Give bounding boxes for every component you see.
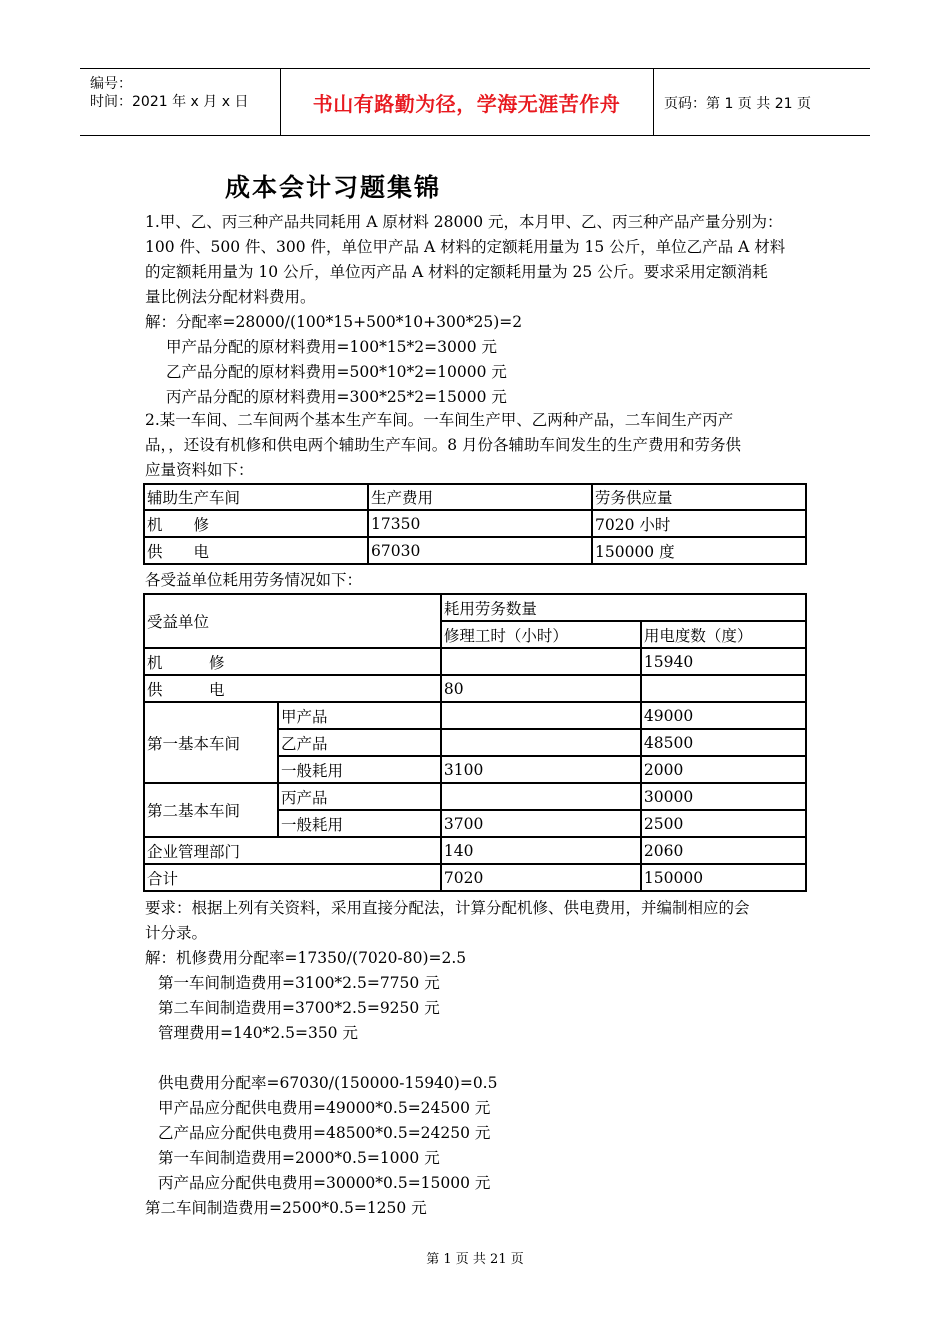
page-info: 页码：第 1 页 共 21 页: [664, 96, 811, 112]
solution-line: 解：机修费用分配率=17350/(7020-80)=2.5: [145, 949, 467, 967]
table-cell: 甲产品: [278, 702, 441, 729]
table-cell: 2000: [641, 756, 806, 783]
solution-line: 乙产品应分配供电费用=48500*0.5=24250 元: [158, 1124, 491, 1142]
table-cell: [641, 675, 806, 702]
code-label: 编号：: [90, 76, 132, 92]
solution-line: 丙产品应分配供电费用=30000*0.5=15000 元: [158, 1174, 491, 1192]
q2-line: 2.某一车间、二车间两个基本生产车间。一车间生产甲、乙两种产品，二车间生产丙产: [145, 411, 734, 429]
table-cell: 一般耗用: [278, 756, 441, 783]
table-cell: 供 电: [144, 537, 368, 564]
q1-line: 的定额耗用量为 10 公斤，单位丙产品 A 材料的定额耗用量为 25 公斤。要求采用定额消耗: [145, 263, 768, 281]
table-cell: 企业管理部门: [144, 837, 441, 864]
table-header-row: [144, 484, 806, 510]
table-total-row: [144, 864, 806, 891]
table-row: [144, 702, 806, 729]
table-cell: 30000: [641, 783, 806, 810]
q2-line: 应量资料如下：: [145, 461, 254, 479]
document-title: 成本会计习题集锦: [225, 173, 442, 202]
table-header-cell: 用电度数（度）: [641, 621, 806, 648]
table-cell: 2500: [641, 810, 806, 837]
q1-answer-line: 丙产品分配的原材料费用=300*25*2=15000 元: [166, 388, 507, 406]
table-row: [144, 510, 806, 537]
table-header-cell: 劳务供应量: [592, 484, 806, 510]
table-header-cell: 修理工时（小时）: [441, 621, 641, 648]
header-meta-cell: [80, 69, 281, 135]
solution-line: 第二车间制造费用=2500*0.5=1250 元: [145, 1199, 427, 1217]
table-cell: 67030: [368, 537, 592, 564]
table-cell: 140: [441, 837, 641, 864]
service-usage-table: [143, 593, 807, 892]
table-row: [144, 537, 806, 564]
table-cell: 150000: [641, 864, 806, 891]
table-row: [144, 783, 806, 810]
table-row: [144, 837, 806, 864]
table-cell: 3700: [441, 810, 641, 837]
solution-line: 第二车间制造费用=3700*2.5=9250 元: [158, 999, 440, 1017]
q2-requirement-line: 计分录。: [145, 924, 208, 942]
table-cell: 供 电: [144, 675, 441, 702]
table-cell: [441, 702, 641, 729]
table-cell: 2060: [641, 837, 806, 864]
q1-answer-line: 乙产品分配的原材料费用=500*10*2=10000 元: [166, 363, 507, 381]
q1-answer-line: 解：分配率=28000/(100*15+500*10+300*25)=2: [145, 313, 523, 331]
table-cell: 第二基本车间: [144, 783, 278, 837]
table-cell: 150000 度: [592, 537, 806, 564]
table-cell: [441, 729, 641, 756]
solution-line: 第一车间制造费用=3100*2.5=7750 元: [158, 974, 440, 992]
table-header-cell: 生产费用: [368, 484, 592, 510]
table-cell: [441, 648, 641, 675]
q1-line: 量比例法分配材料费用。: [145, 288, 316, 306]
date-label: 时间：2021 年 x 月 x 日: [90, 94, 249, 110]
table-cell: 第一基本车间: [144, 702, 278, 783]
q2-line: 品，，还设有机修和供电两个辅助生产车间。8 月份各辅助车间发生的生产费用和劳务供: [145, 436, 742, 454]
page-footer: 第 1 页 共 21 页: [426, 1252, 524, 1267]
table-cell: 80: [441, 675, 641, 702]
table-header-row: [144, 594, 806, 621]
table-row: [144, 675, 806, 702]
page-header: [80, 68, 870, 136]
table-cell: 48500: [641, 729, 806, 756]
table-cell: [441, 783, 641, 810]
solution-line: 第一车间制造费用=2000*0.5=1000 元: [158, 1149, 440, 1167]
solution-line: 供电费用分配率=67030/(150000-15940)=0.5: [158, 1074, 498, 1092]
motto: 书山有路勤为径，学海无涯苦作舟: [280, 69, 654, 135]
table2-caption: 各受益单位耗用劳务情况如下：: [145, 571, 363, 589]
table-cell: 一般耗用: [278, 810, 441, 837]
solution-line: 甲产品应分配供电费用=49000*0.5=24500 元: [158, 1099, 491, 1117]
table-header-cell: 受益单位: [144, 594, 441, 648]
table-row: [144, 648, 806, 675]
q1-line: 1.甲、乙、丙三种产品共同耗用 A 原材料 28000 元，本月甲、乙、丙三种产品产量分别为：: [145, 213, 783, 231]
table-cell: 机 修: [144, 648, 441, 675]
table-cell: 丙产品: [278, 783, 441, 810]
table-cell: 7020 小时: [592, 510, 806, 537]
aux-workshop-table: [143, 483, 807, 565]
table-cell: 49000: [641, 702, 806, 729]
table-header-cell: 耗用劳务数量: [441, 594, 806, 621]
solution-line: 管理费用=140*2.5=350 元: [158, 1024, 358, 1042]
table-cell: 合计: [144, 864, 441, 891]
q2-requirement-line: 要求：根据上列有关资料，采用直接分配法，计算分配机修、供电费用，并编制相应的会: [145, 899, 750, 917]
q1-line: 100 件、500 件、300 件，单位甲产品 A 材料的定额耗用量为 15 公斤，单位乙产品 A 材料: [145, 238, 786, 256]
table-cell: 7020: [441, 864, 641, 891]
table-cell: 15940: [641, 648, 806, 675]
table-cell: 机 修: [144, 510, 368, 537]
table-cell: 17350: [368, 510, 592, 537]
table-cell: 3100: [441, 756, 641, 783]
table-header-cell: 辅助生产车间: [144, 484, 368, 510]
table-cell: 乙产品: [278, 729, 441, 756]
q1-answer-line: 甲产品分配的原材料费用=100*15*2=3000 元: [166, 338, 498, 356]
